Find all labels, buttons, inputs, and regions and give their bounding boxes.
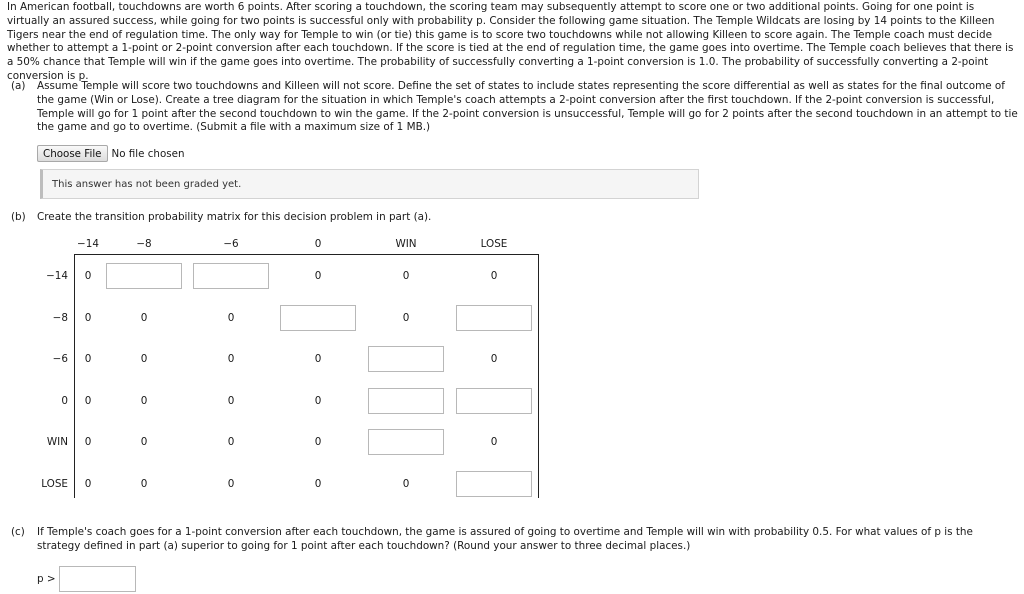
matrix-top-border bbox=[74, 254, 538, 255]
file-upload bbox=[37, 145, 184, 162]
part-c-label: (c) bbox=[11, 526, 25, 538]
matrix-col-header: −8 bbox=[136, 238, 152, 250]
matrix-right-border bbox=[538, 254, 539, 498]
matrix-cell-value: 0 bbox=[140, 436, 148, 448]
matrix-row-header: −6 bbox=[52, 353, 68, 365]
matrix-row-header: WIN bbox=[46, 436, 68, 448]
matrix-cell-input[interactable] bbox=[456, 305, 532, 331]
part-a bbox=[11, 80, 1019, 134]
matrix-cell-value: 0 bbox=[227, 353, 235, 365]
matrix-cell-value: 0 bbox=[314, 270, 322, 282]
part-a-label: (a) bbox=[11, 80, 26, 92]
matrix-cell-value: 0 bbox=[490, 353, 498, 365]
matrix-cell-value: 0 bbox=[314, 353, 322, 365]
matrix-col-header: −14 bbox=[77, 238, 99, 250]
part-a-text: Assume Temple will score two touchdowns and Killeen will not score. Define the set of states to include states representing the score differential as well as states for the final outcome of the game (Win or Lose). Create a tree diagram for the situation in which Temple's coach attempts a 2-point conversion after the first touchdown. If the 2-point conversion is successful, Temple will go for 1 point after the second touchdown to win the game. If the 2-point conversion is unsuccessful, Temple will go for 2 points after the second touchdown in an attempt to tie the game and go to overtime. (Submit a file with a maximum size of 1 MB.) bbox=[37, 80, 1018, 134]
matrix-cell-value: 0 bbox=[490, 436, 498, 448]
problem-intro: In American football, touchdowns are worth 6 points. After scoring a touchdown, the scoring team may subsequently attempt to score one or two additional points. Going for one point is virtually an assured success, while going for two points is successful only with probability p. Consider the following game situation. The Temple Wildcats are losing by 14 points to the Killeen Tigers near the end of regulation time. The only way for Temple to win (or tie) this game is to score two touchdowns while not allowing Killeen to score again. The Temple coach must decide whether to attempt a 1-point or 2-point conversion after each touchdown. If the score is tied at the end of regulation time, the game goes into overtime. The Temple coach believes that there is a 50% chance that Temple will win if the game goes into overtime. The probability of successfully converting a 1-point conversion is 1.0. The probability of successfully converting a 2-point conversion is p. bbox=[7, 1, 1014, 82]
matrix-cell-value: 0 bbox=[84, 395, 92, 407]
matrix-cell-value: 0 bbox=[140, 312, 148, 324]
part-b bbox=[11, 211, 431, 225]
no-file-text: No file chosen bbox=[111, 147, 185, 160]
matrix-cell-value: 0 bbox=[314, 478, 322, 490]
matrix-row-header: −14 bbox=[46, 270, 68, 282]
matrix-cell-value: 0 bbox=[140, 353, 148, 365]
matrix-row-header: LOSE bbox=[41, 478, 68, 490]
part-b-label: (b) bbox=[11, 211, 26, 223]
matrix-cell-input[interactable] bbox=[280, 305, 356, 331]
matrix-cell-input[interactable] bbox=[368, 429, 444, 455]
matrix-col-header: WIN bbox=[395, 238, 417, 250]
matrix-cell-input[interactable] bbox=[193, 263, 269, 289]
matrix-row-header: 0 bbox=[61, 395, 68, 407]
p-answer-input[interactable] bbox=[59, 566, 136, 592]
matrix-cell-value: 0 bbox=[84, 436, 92, 448]
matrix-cell-input[interactable] bbox=[456, 471, 532, 497]
matrix-cell-value: 0 bbox=[227, 478, 235, 490]
part-b-text: Create the transition probability matrix for this decision problem in part (a). bbox=[37, 211, 432, 223]
matrix-cell-value: 0 bbox=[140, 395, 148, 407]
matrix-col-header: 0 bbox=[314, 238, 322, 250]
matrix-cell-value: 0 bbox=[140, 478, 148, 490]
p-answer-label: p > bbox=[37, 573, 56, 585]
matrix-cell-value: 0 bbox=[314, 436, 322, 448]
matrix-cell-value: 0 bbox=[84, 312, 92, 324]
matrix-cell-input[interactable] bbox=[106, 263, 182, 289]
matrix-cell-value: 0 bbox=[402, 478, 410, 490]
matrix-cell-value: 0 bbox=[402, 270, 410, 282]
matrix-cell-input[interactable] bbox=[368, 346, 444, 372]
matrix-col-header: −6 bbox=[223, 238, 239, 250]
matrix-cell-value: 0 bbox=[84, 353, 92, 365]
matrix-cell-value: 0 bbox=[227, 436, 235, 448]
matrix-left-border bbox=[74, 254, 75, 498]
matrix-row-header: −8 bbox=[52, 312, 68, 324]
matrix-cell-value: 0 bbox=[84, 270, 92, 282]
matrix-cell-value: 0 bbox=[490, 270, 498, 282]
matrix-cell-value: 0 bbox=[227, 312, 235, 324]
choose-file-button[interactable]: Choose File bbox=[37, 145, 108, 162]
matrix-cell-value: 0 bbox=[227, 395, 235, 407]
part-c-text: If Temple's coach goes for a 1-point conversion after each touchdown, the game is assured of going to overtime and Temple will win with probability 0.5. For what values of p is the strategy defined in part (a) superior to going for 1 point after each touchdown? (Round your answer to three decimal places.) bbox=[37, 526, 973, 552]
part-c bbox=[11, 526, 1019, 552]
matrix-cell-value: 0 bbox=[402, 312, 410, 324]
matrix-cell-value: 0 bbox=[314, 395, 322, 407]
matrix-cell-input[interactable] bbox=[368, 388, 444, 414]
matrix-cell-input[interactable] bbox=[456, 388, 532, 414]
matrix-col-header: LOSE bbox=[480, 238, 508, 250]
graded-status-box: This answer has not been graded yet. bbox=[40, 169, 699, 199]
matrix-cell-value: 0 bbox=[84, 478, 92, 490]
